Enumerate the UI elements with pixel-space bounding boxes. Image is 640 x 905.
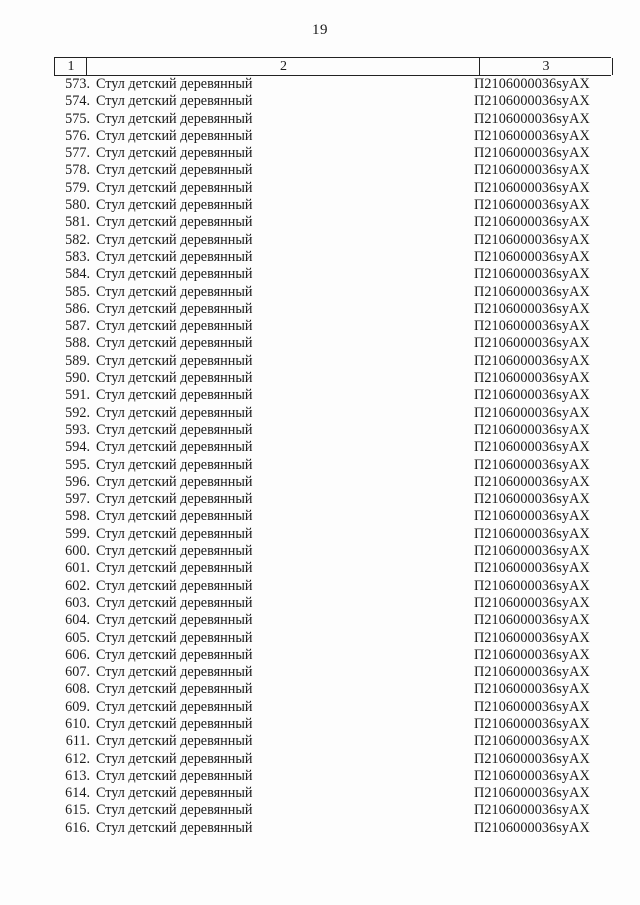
- row-number: 576.: [65, 127, 90, 144]
- item-name: Стул детский деревянный: [96, 318, 253, 335]
- item-name: Стул детский деревянный: [96, 283, 253, 300]
- item-name: Стул детский деревянный: [96, 404, 253, 421]
- item-name: Стул детский деревянный: [96, 767, 253, 784]
- item-name: Стул детский деревянный: [96, 370, 253, 387]
- table-row: [54, 353, 611, 370]
- table-row: [54, 214, 611, 231]
- table-row: [54, 647, 611, 664]
- inventory-code: П2106000036syAX: [474, 491, 590, 508]
- inventory-code: П2106000036syAX: [474, 767, 590, 784]
- table-row: [54, 699, 611, 716]
- inventory-code: П2106000036syAX: [474, 646, 590, 663]
- row-number: 602.: [65, 577, 90, 594]
- row-number: 595.: [65, 456, 90, 473]
- table-row: [54, 768, 611, 785]
- table-row: [54, 630, 611, 647]
- item-name: Стул детский деревянный: [96, 387, 253, 404]
- table-row: [54, 422, 611, 439]
- table-row: [54, 249, 611, 266]
- row-number: 586.: [65, 300, 90, 317]
- row-number: 585.: [65, 283, 90, 300]
- item-name: Стул детский деревянный: [96, 439, 253, 456]
- inventory-code: П2106000036syAX: [474, 266, 590, 283]
- inventory-code: П2106000036syAX: [474, 179, 590, 196]
- item-name: Стул детский деревянный: [96, 508, 253, 525]
- item-name: Стул детский деревянный: [96, 594, 253, 611]
- item-name: Стул детский деревянный: [96, 127, 253, 144]
- table-row: [54, 508, 611, 525]
- inventory-code: П2106000036syAX: [474, 318, 590, 335]
- row-number: 608.: [65, 681, 90, 698]
- inventory-code: П2106000036syAX: [474, 681, 590, 698]
- item-name: Стул детский деревянный: [96, 560, 253, 577]
- table-row: [54, 439, 611, 456]
- table-row: [54, 128, 611, 145]
- table-row: [54, 301, 611, 318]
- table-row: [54, 93, 611, 110]
- inventory-code: П2106000036syAX: [474, 214, 590, 231]
- table-row: [54, 560, 611, 577]
- item-name: Стул детский деревянный: [96, 785, 253, 802]
- item-name: Стул детский деревянный: [96, 629, 253, 646]
- table-row: [54, 664, 611, 681]
- inventory-code: П2106000036syAX: [474, 733, 590, 750]
- item-name: Стул детский деревянный: [96, 456, 253, 473]
- item-name: Стул детский деревянный: [96, 266, 253, 283]
- inventory-code: П2106000036syAX: [474, 750, 590, 767]
- inventory-code: П2106000036syAX: [474, 560, 590, 577]
- inventory-code: П2106000036syAX: [474, 543, 590, 560]
- table-row: [54, 162, 611, 179]
- row-number: 591.: [65, 387, 90, 404]
- item-name: Стул детский деревянный: [96, 145, 253, 162]
- row-number: 573.: [65, 76, 90, 92]
- row-number: 603.: [65, 594, 90, 611]
- row-number: 580.: [65, 197, 90, 214]
- inventory-code: П2106000036syAX: [474, 110, 590, 127]
- inventory-code: П2106000036syAX: [474, 819, 590, 836]
- item-name: Стул детский деревянный: [96, 543, 253, 560]
- row-number: 594.: [65, 439, 90, 456]
- row-number: 612.: [65, 750, 90, 767]
- inventory-code: П2106000036syAX: [474, 456, 590, 473]
- table-row: [54, 578, 611, 595]
- item-name: Стул детский деревянный: [96, 819, 253, 836]
- row-number: 599.: [65, 525, 90, 542]
- row-number: 596.: [65, 473, 90, 490]
- column-header-3: 3: [479, 58, 613, 75]
- inventory-code: П2106000036syAX: [474, 335, 590, 352]
- row-number: 575.: [65, 110, 90, 127]
- row-number: 579.: [65, 179, 90, 196]
- row-number: 593.: [65, 421, 90, 438]
- item-name: Стул детский деревянный: [96, 491, 253, 508]
- table-row: [54, 76, 611, 93]
- item-name: Стул детский деревянный: [96, 421, 253, 438]
- item-name: Стул детский деревянный: [96, 231, 253, 248]
- table-row: [54, 318, 611, 335]
- item-name: Стул детский деревянный: [96, 214, 253, 231]
- inventory-code: П2106000036syAX: [474, 370, 590, 387]
- inventory-code: П2106000036syAX: [474, 197, 590, 214]
- row-number: 610.: [65, 715, 90, 732]
- table-row: [54, 145, 611, 162]
- item-name: Стул детский деревянный: [96, 335, 253, 352]
- item-name: Стул детский деревянный: [96, 612, 253, 629]
- inventory-code: П2106000036syAX: [474, 594, 590, 611]
- table-row: [54, 111, 611, 128]
- row-number: 615.: [65, 802, 90, 819]
- table-row: [54, 716, 611, 733]
- inventory-code: П2106000036syAX: [474, 93, 590, 110]
- row-number: 601.: [65, 560, 90, 577]
- row-number: 605.: [65, 629, 90, 646]
- inventory-code: П2106000036syAX: [474, 577, 590, 594]
- table-row: [54, 820, 611, 837]
- table-row: [54, 197, 611, 214]
- row-number: 607.: [65, 664, 90, 681]
- row-number: 588.: [65, 335, 90, 352]
- item-name: Стул детский деревянный: [96, 248, 253, 265]
- table-row: [54, 387, 611, 404]
- inventory-code: П2106000036syAX: [474, 473, 590, 490]
- row-number: 598.: [65, 508, 90, 525]
- row-number: 582.: [65, 231, 90, 248]
- table-row: [54, 612, 611, 629]
- item-name: Стул детский деревянный: [96, 110, 253, 127]
- inventory-code: П2106000036syAX: [474, 508, 590, 525]
- item-name: Стул детский деревянный: [96, 300, 253, 317]
- inventory-code: П2106000036syAX: [474, 785, 590, 802]
- table-body: [54, 76, 611, 837]
- inventory-code: П2106000036syAX: [474, 421, 590, 438]
- inventory-code: П2106000036syAX: [474, 127, 590, 144]
- inventory-code: П2106000036syAX: [474, 525, 590, 542]
- table-row: [54, 232, 611, 249]
- table-row: [54, 491, 611, 508]
- page-number: 19: [312, 22, 328, 38]
- inventory-code: П2106000036syAX: [474, 387, 590, 404]
- inventory-code: П2106000036syAX: [474, 629, 590, 646]
- row-number: 614.: [65, 785, 90, 802]
- table-row: [54, 457, 611, 474]
- row-number: 609.: [65, 698, 90, 715]
- item-name: Стул детский деревянный: [96, 352, 253, 369]
- item-name: Стул детский деревянный: [96, 698, 253, 715]
- row-number: 589.: [65, 352, 90, 369]
- inventory-code: П2106000036syAX: [474, 300, 590, 317]
- table-row: [54, 266, 611, 283]
- inventory-code: П2106000036syAX: [474, 404, 590, 421]
- inventory-code: П2106000036syAX: [474, 352, 590, 369]
- inventory-code: П2106000036syAX: [474, 231, 590, 248]
- row-number: 613.: [65, 767, 90, 784]
- item-name: Стул детский деревянный: [96, 93, 253, 110]
- row-number: 604.: [65, 612, 90, 629]
- table-row: [54, 595, 611, 612]
- row-number: 583.: [65, 248, 90, 265]
- row-number: 577.: [65, 145, 90, 162]
- item-name: Стул детский деревянный: [96, 664, 253, 681]
- inventory-code: П2106000036syAX: [474, 439, 590, 456]
- table-header: [54, 57, 611, 76]
- row-number: 597.: [65, 491, 90, 508]
- inventory-code: П2106000036syAX: [474, 612, 590, 629]
- table-row: [54, 335, 611, 352]
- inventory-code: П2106000036syAX: [474, 664, 590, 681]
- item-name: Стул детский деревянный: [96, 179, 253, 196]
- inventory-code: П2106000036syAX: [474, 802, 590, 819]
- column-header-1: 1: [54, 58, 87, 75]
- row-number: 616.: [65, 819, 90, 836]
- inventory-code: П2106000036syAX: [474, 715, 590, 732]
- inventory-code: П2106000036syAX: [474, 76, 590, 92]
- table-row: [54, 370, 611, 387]
- table-row: [54, 474, 611, 491]
- table-row: [54, 543, 611, 560]
- row-number: 587.: [65, 318, 90, 335]
- item-name: Стул детский деревянный: [96, 525, 253, 542]
- row-number: 590.: [65, 370, 90, 387]
- inventory-code: П2106000036syAX: [474, 248, 590, 265]
- table-row: [54, 681, 611, 698]
- inventory-code: П2106000036syAX: [474, 162, 590, 179]
- table-row: [54, 526, 611, 543]
- table-row: [54, 733, 611, 750]
- item-name: Стул детский деревянный: [96, 473, 253, 490]
- inventory-code: П2106000036syAX: [474, 145, 590, 162]
- item-name: Стул детский деревянный: [96, 162, 253, 179]
- row-number: 578.: [65, 162, 90, 179]
- column-header-2: 2: [86, 58, 480, 75]
- row-number: 581.: [65, 214, 90, 231]
- item-name: Стул детский деревянный: [96, 577, 253, 594]
- item-name: Стул детский деревянный: [96, 646, 253, 663]
- table-row: [54, 284, 611, 301]
- row-number: 600.: [65, 543, 90, 560]
- table-row: [54, 785, 611, 802]
- row-number: 592.: [65, 404, 90, 421]
- item-name: Стул детский деревянный: [96, 750, 253, 767]
- row-number: 611.: [65, 733, 90, 750]
- item-name: Стул детский деревянный: [96, 715, 253, 732]
- item-name: Стул детский деревянный: [96, 197, 253, 214]
- table-row: [54, 180, 611, 197]
- item-name: Стул детский деревянный: [96, 76, 253, 92]
- item-name: Стул детский деревянный: [96, 733, 253, 750]
- row-number: 606.: [65, 646, 90, 663]
- table-row: [54, 751, 611, 768]
- table-row: [54, 802, 611, 819]
- inventory-code: П2106000036syAX: [474, 698, 590, 715]
- item-name: Стул детский деревянный: [96, 681, 253, 698]
- inventory-code: П2106000036syAX: [474, 283, 590, 300]
- item-name: Стул детский деревянный: [96, 802, 253, 819]
- table-row: [54, 405, 611, 422]
- row-number: 574.: [65, 93, 90, 110]
- row-number: 584.: [65, 266, 90, 283]
